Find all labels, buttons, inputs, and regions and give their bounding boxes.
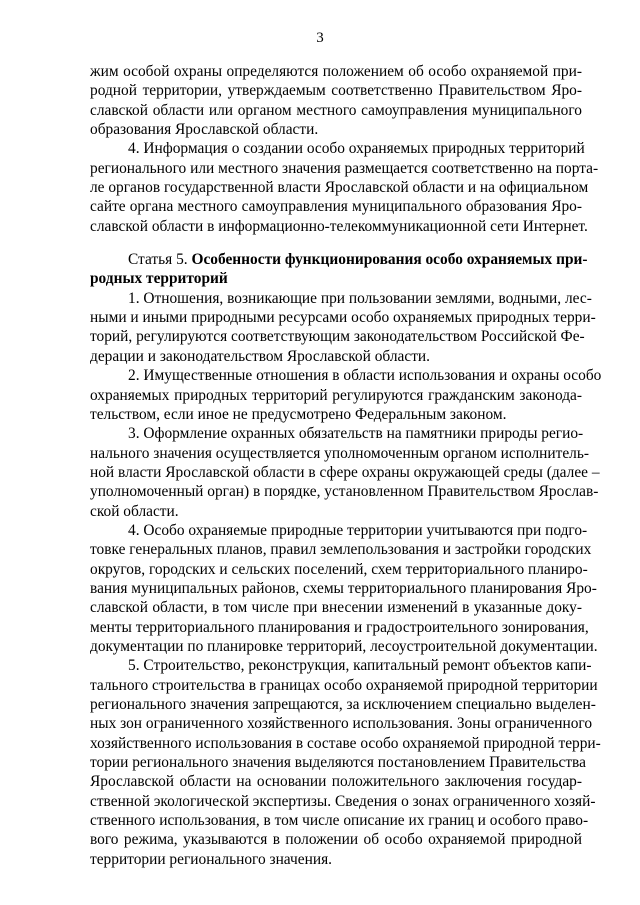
article-prefix: Статья 5. (128, 251, 192, 269)
text-line: нального значения осуществляется уполномоченным органом исполнитель- (90, 444, 589, 462)
text-line: 5. Строительство, реконструкция, капитальный ремонт объектов капи- (128, 657, 592, 675)
article-heading-line (90, 269, 582, 288)
text-line: ской области. (90, 502, 179, 520)
text-line: Ярославской области на основании положительного заключения государ- (90, 773, 582, 791)
article-heading-line (90, 250, 588, 269)
text-line: охраняемых природных территорий регулируются гражданским законода- (90, 386, 582, 404)
document-body (90, 62, 602, 869)
text-line: вания муниципальных районов, схемы территориального планирования Яро- (90, 579, 597, 597)
paragraph-item-4-info (90, 139, 599, 236)
text-line: ных зон ограниченного хозяйственного использования. Зоны ограниченного (90, 715, 593, 733)
text-line: сайте органа местного самоуправления муниципального образования Яро- (90, 198, 582, 216)
text-line: документации по планировке территорий, лесоустроительной документации. (90, 637, 598, 655)
article-title-part2: родных территорий (90, 270, 228, 288)
text-line: ственной экологической экспертизы. Сведения о зонах ограниченного хозяй- (90, 792, 596, 810)
text-line: менты территориального планирования и градостроительного зонирования, (90, 618, 589, 636)
paragraph-3 (90, 424, 600, 521)
text-line: славской области, в том числе при внесении изменений в указанные доку- (90, 599, 582, 617)
article-title-part1: Особенности функционирования особо охраняемых при- (191, 251, 588, 269)
text-line: родной территории, утверждаемым соответственно Правительством Яро- (90, 82, 582, 100)
text-line: образования Ярославской области. (90, 121, 319, 139)
text-line: ными и иными природными ресурсами особо охраняемых природных терри- (90, 309, 596, 327)
text-line: хозяйственного использования в составе особо охраняемой природной терри- (90, 734, 601, 752)
text-line: вого режима, указываются в положении об особо охраняемой природной (90, 831, 582, 849)
text-line: славской области в информационно-телекоммуникационной сети Интернет. (90, 217, 588, 235)
text-line: округов, городских и сельских поселений, схем территориального планиро- (90, 560, 588, 578)
text-line: территории регионального значения. (90, 850, 332, 868)
paragraph-2 (90, 366, 602, 424)
text-line: ной власти Ярославской области в сфере охраны окружающей среды (далее – (90, 463, 600, 481)
text-line: 1. Отношения, возникающие при пользовании землями, водными, лес- (128, 289, 592, 307)
text-line: товке генеральных планов, правил землепользования и застройки городских (90, 541, 592, 559)
text-line: 3. Оформление охранных обязательств на памятники природы регио- (128, 425, 584, 443)
text-line: ле органов государственной власти Ярославской области и на официальном (90, 179, 589, 197)
paragraph-1 (90, 289, 596, 366)
text-line: славской области или органом местного самоуправления муниципального (90, 101, 582, 119)
text-line: регионального значения запрещаются, за исключением специально выделен- (90, 696, 596, 713)
article-heading (90, 250, 588, 289)
text-line: ственного использования, в том числе описание их границ и особого право- (90, 812, 589, 830)
paragraph-continuation (90, 62, 582, 139)
paragraph-4 (90, 521, 598, 656)
text-line: дерации и законодательством Ярославской области. (90, 347, 431, 365)
page-number: 3 (316, 30, 324, 46)
text-line: 4. Особо охраняемые природные территории учитываются при подго- (128, 521, 588, 539)
text-line: уполномоченный орган) в порядке, установленном Правительством Ярослав- (90, 483, 599, 501)
text-line: 4. Информация о создании особо охраняемых природных территорий (128, 140, 585, 158)
text-line: регионального или местного значения размещается соответственно на порта- (90, 159, 599, 177)
text-line: 2. Имущественные отношения в области использования и охраны особо (128, 367, 602, 385)
text-line: торий, регулируются соответствующим законодательством Российской Фе- (90, 328, 585, 346)
spacer (90, 236, 582, 250)
text-line: жим особой охраны определяются положением об особо охраняемой при- (90, 63, 582, 80)
text-line: тельством, если иное не предусмотрено Федеральным законом. (90, 405, 507, 423)
text-line: тального строительства в границах особо охраняемой природной территории (90, 676, 598, 694)
paragraph-5 (90, 656, 601, 869)
text-line: тории регионального значения выделяются постановлением Правительства (90, 754, 586, 772)
